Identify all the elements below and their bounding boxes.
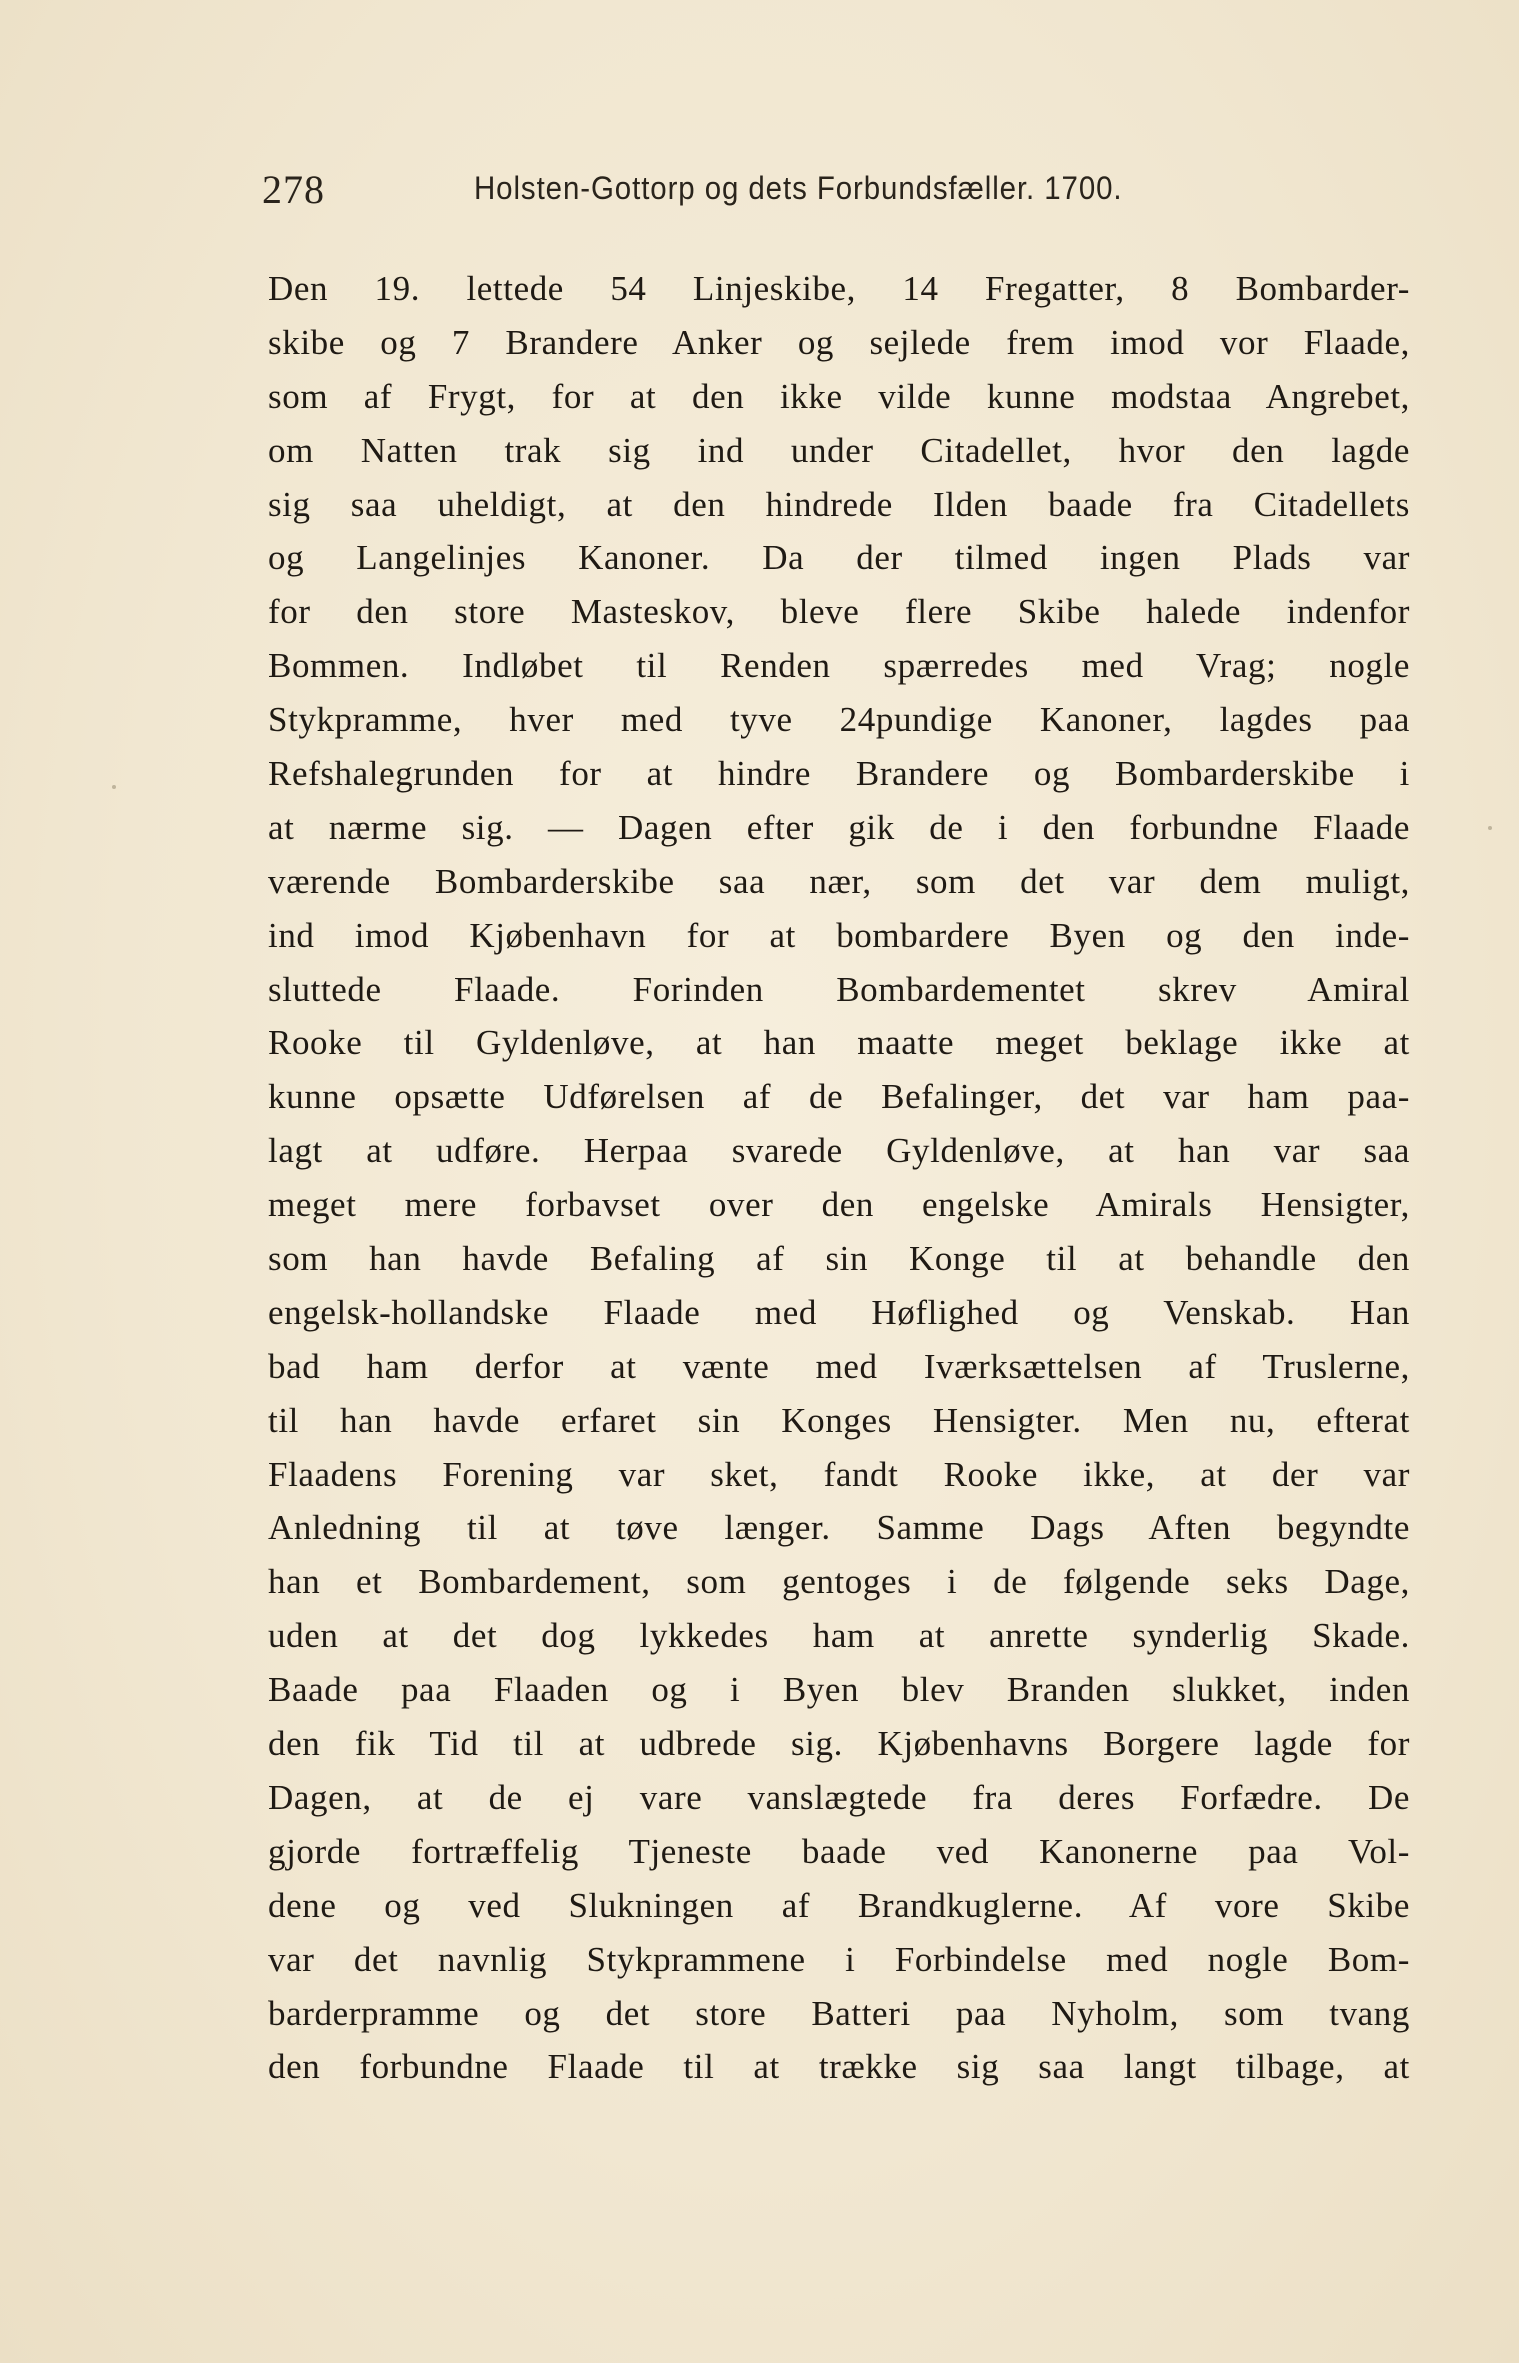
text-line: at nærme sig. — Dagen efter gik de i den forbundne Flaade (268, 807, 1410, 847)
text-line: sig saa uheldigt, at den hindrede Ilden baade fra Citadellets (268, 484, 1410, 524)
text-line: Refshalegrunden for at hindre Brandere og Bombarderskibe i (268, 754, 1410, 794)
text-line: skibe og 7 Brandere Anker og sejlede frem imod vor Flaade, (268, 322, 1410, 362)
text-line: Anledning til at tøve længer. Samme Dags Aften begyndte (268, 1508, 1410, 1548)
text-line: dene og ved Slukningen af Brandkuglerne. Af vore Skibe (268, 1885, 1410, 1925)
page-header (262, 158, 1222, 218)
text-line: Dagen, at de ej vare vanslægtede fra deres Forfædre. De (268, 1777, 1410, 1817)
text-line: som af Frygt, for at den ikke vilde kunne modstaa Angrebet, (268, 376, 1410, 416)
text-line: meget mere forbavset over den engelske Amirals Hensigter, (268, 1185, 1410, 1225)
running-head: Holsten-Gottorp og dets Forbundsfæller. 1700. (474, 170, 1123, 206)
text-line: for den store Masteskov, bleve flere Skibe halede indenfor (268, 592, 1410, 632)
text-line: var det navnlig Stykprammene i Forbindelse med nogle Bom- (268, 1939, 1410, 1979)
text-line: den forbundne Flaade til at trække sig saa langt tilbage, at (268, 2047, 1410, 2087)
text-line: lagt at udføre. Herpaa svarede Gyldenløve, at han var saa (268, 1131, 1410, 1171)
paper-speck (112, 785, 116, 789)
text-line: Stykpramme, hver med tyve 24pundige Kanoner, lagdes paa (268, 700, 1410, 740)
text-line: bad ham derfor at vænte med Iværksættelsen af Truslerne, (268, 1346, 1410, 1386)
text-line: engelsk-hollandske Flaade med Høflighed og Venskab. Han (268, 1292, 1410, 1332)
text-line: sluttede Flaade. Forinden Bombardementet skrev Amiral (268, 969, 1410, 1009)
text-line: kunne opsætte Udførelsen af de Befalinger, det var ham paa- (268, 1077, 1410, 1117)
body-text (268, 262, 1410, 2094)
text-line: uden at det dog lykkedes ham at anrette synderlig Skade. (268, 1616, 1410, 1656)
page-number: 278 (262, 167, 325, 212)
text-line: han et Bombardement, som gentoges i de følgende seks Dage, (268, 1562, 1410, 1602)
text-line: Den 19. lettede 54 Linjeskibe, 14 Fregatter, 8 Bombarder- (268, 269, 1410, 308)
text-line: som han havde Befaling af sin Konge til at behandle den (268, 1239, 1410, 1279)
text-line: Bommen. Indløbet til Renden spærredes med Vrag; nogle (268, 646, 1410, 686)
paper-speck (1488, 826, 1492, 830)
text-line: om Natten trak sig ind under Citadellet, hvor den lagde (268, 430, 1410, 470)
text-line: og Langelinjes Kanoner. Da der tilmed ingen Plads var (268, 538, 1410, 578)
text-line: den fik Tid til at udbrede sig. Kjøbenhavns Borgere lagde for (268, 1724, 1410, 1764)
text-line: værende Bombarderskibe saa nær, som det var dem muligt, (268, 861, 1410, 901)
text-line: gjorde fortræffelig Tjeneste baade ved Kanonerne paa Vol- (268, 1831, 1410, 1871)
text-line: Rooke til Gyldenløve, at han maatte meget beklage ikke at (268, 1023, 1410, 1063)
text-line: barderpramme og det store Batteri paa Nyholm, som tvang (268, 1993, 1410, 2033)
text-line: ind imod Kjøbenhavn for at bombardere Byen og den inde- (268, 915, 1410, 955)
text-line: til han havde erfaret sin Konges Hensigter. Men nu, efterat (268, 1400, 1410, 1440)
text-line: Baade paa Flaaden og i Byen blev Branden slukket, inden (268, 1670, 1410, 1710)
text-line: Flaadens Forening var sket, fandt Rooke ikke, at der var (268, 1454, 1410, 1494)
